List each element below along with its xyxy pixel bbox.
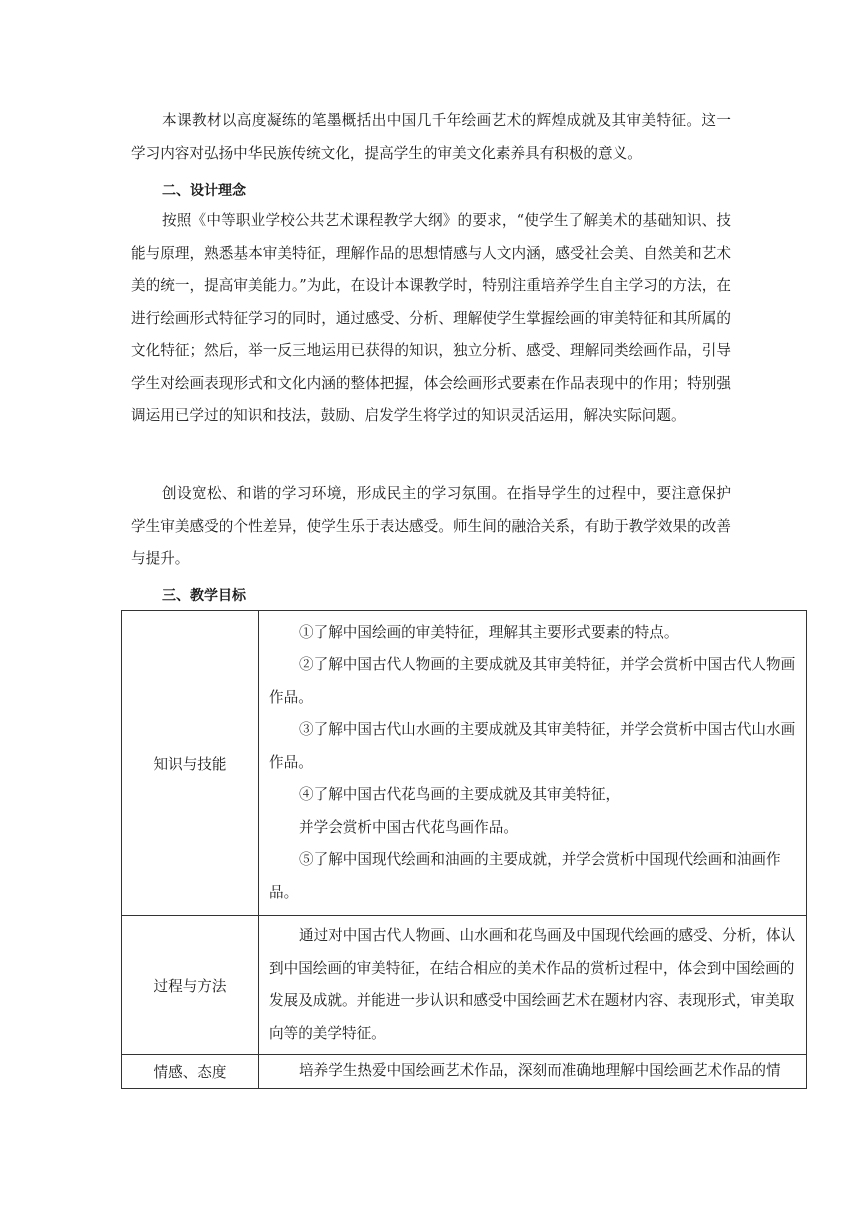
row-label-emotion-attitude: 情感、态度 (122, 1055, 259, 1089)
row-content-process-method (259, 916, 807, 1055)
design-concept-heading: 二、设计理念 (162, 183, 246, 199)
design-concept-paragraph-1: 按照《中等职业学校公共艺术课程教学大纲》的要求，“使学生了解美术的基础知识、技能与原理，熟悉基本审美特征，理解作品的思想情感与人文内涵，感受社会美、自然美和艺术美的统一，提高审美能力。”为此，在设计本课教学时，特别注重培养学生自主学习的方法，在进行绘画形式特征学习的同时，通过感受、分析、理解使学生掌握绘画的审美特征和其所属的文化特征；然后，举一反三地运用已获得的知识，独立分析、感受、理解同类绘画作品，引导学生对绘画表现形式和文化内涵的整体把握，体会绘画形式要素在作品表现中的作用；特别强调运用已学过的知识和技法，鼓励、启发学生将学过的知识灵活运用，解决实际问题。 (131, 212, 731, 424)
teaching-goals-heading: 三、教学目标 (162, 588, 246, 604)
table-row (122, 916, 807, 1055)
table-row (122, 611, 807, 916)
table-row (122, 1055, 807, 1089)
row-label-process-method: 过程与方法 (122, 916, 259, 1055)
teaching-goals-table (121, 610, 807, 1089)
list-item: 并学会赏析中国古代花鸟画作品。 (299, 818, 518, 836)
row-content-knowledge-skills (259, 611, 807, 916)
design-concept-paragraph-2: 创设宽松、和谐的学习环境，形成民主的学习氛围。在指导学生的过程中，要注意保护学生审美感受的个性差异，使学生乐于表达感受。师生间的融洽关系，有助于教学效果的改善与提升。 (131, 485, 731, 567)
list-item: 培养学生热爱中国绘画艺术作品，深刻而准确地理解中国绘画艺术作品的情 (299, 1062, 781, 1080)
list-item: ②了解中国古代人物画的主要成就及其审美特征，并学会赏析中国古代人物画作品。 (269, 656, 796, 706)
list-item: ④了解中国古代花鸟画的主要成就及其审美特征， (299, 786, 621, 804)
intro-paragraph: 本课教材以高度凝练的笔墨概括出中国几千年绘画艺术的辉煌成就及其审美特征。这一学习内容对弘扬中华民族传统文化，提高学生的审美文化素养具有积极的意义。 (131, 112, 731, 162)
list-item: ①了解中国绘画的审美特征，理解其主要形式要素的特点。 (299, 623, 679, 641)
list-item: ③了解中国古代山水画的主要成就及其审美特征，并学会赏析中国古代山水画作品。 (269, 721, 796, 771)
list-item: 通过对中国古代人物画、山水画和花鸟画及中国现代绘画的感受、分析，体认到中国绘画的审美特征，在结合相应的美术作品的赏析过程中，体会到中国绘画的发展及成就。并能进一步认识和感受中国绘画艺术在题材内容、表现形式，审美取向等的美学特征。 (269, 927, 796, 1042)
list-item: ⑤了解中国现代绘画和油画的主要成就，并学会赏析中国现代绘画和油画作品。 (269, 851, 781, 901)
row-content-emotion-attitude (259, 1055, 807, 1089)
row-label-knowledge-skills: 知识与技能 (122, 611, 259, 916)
